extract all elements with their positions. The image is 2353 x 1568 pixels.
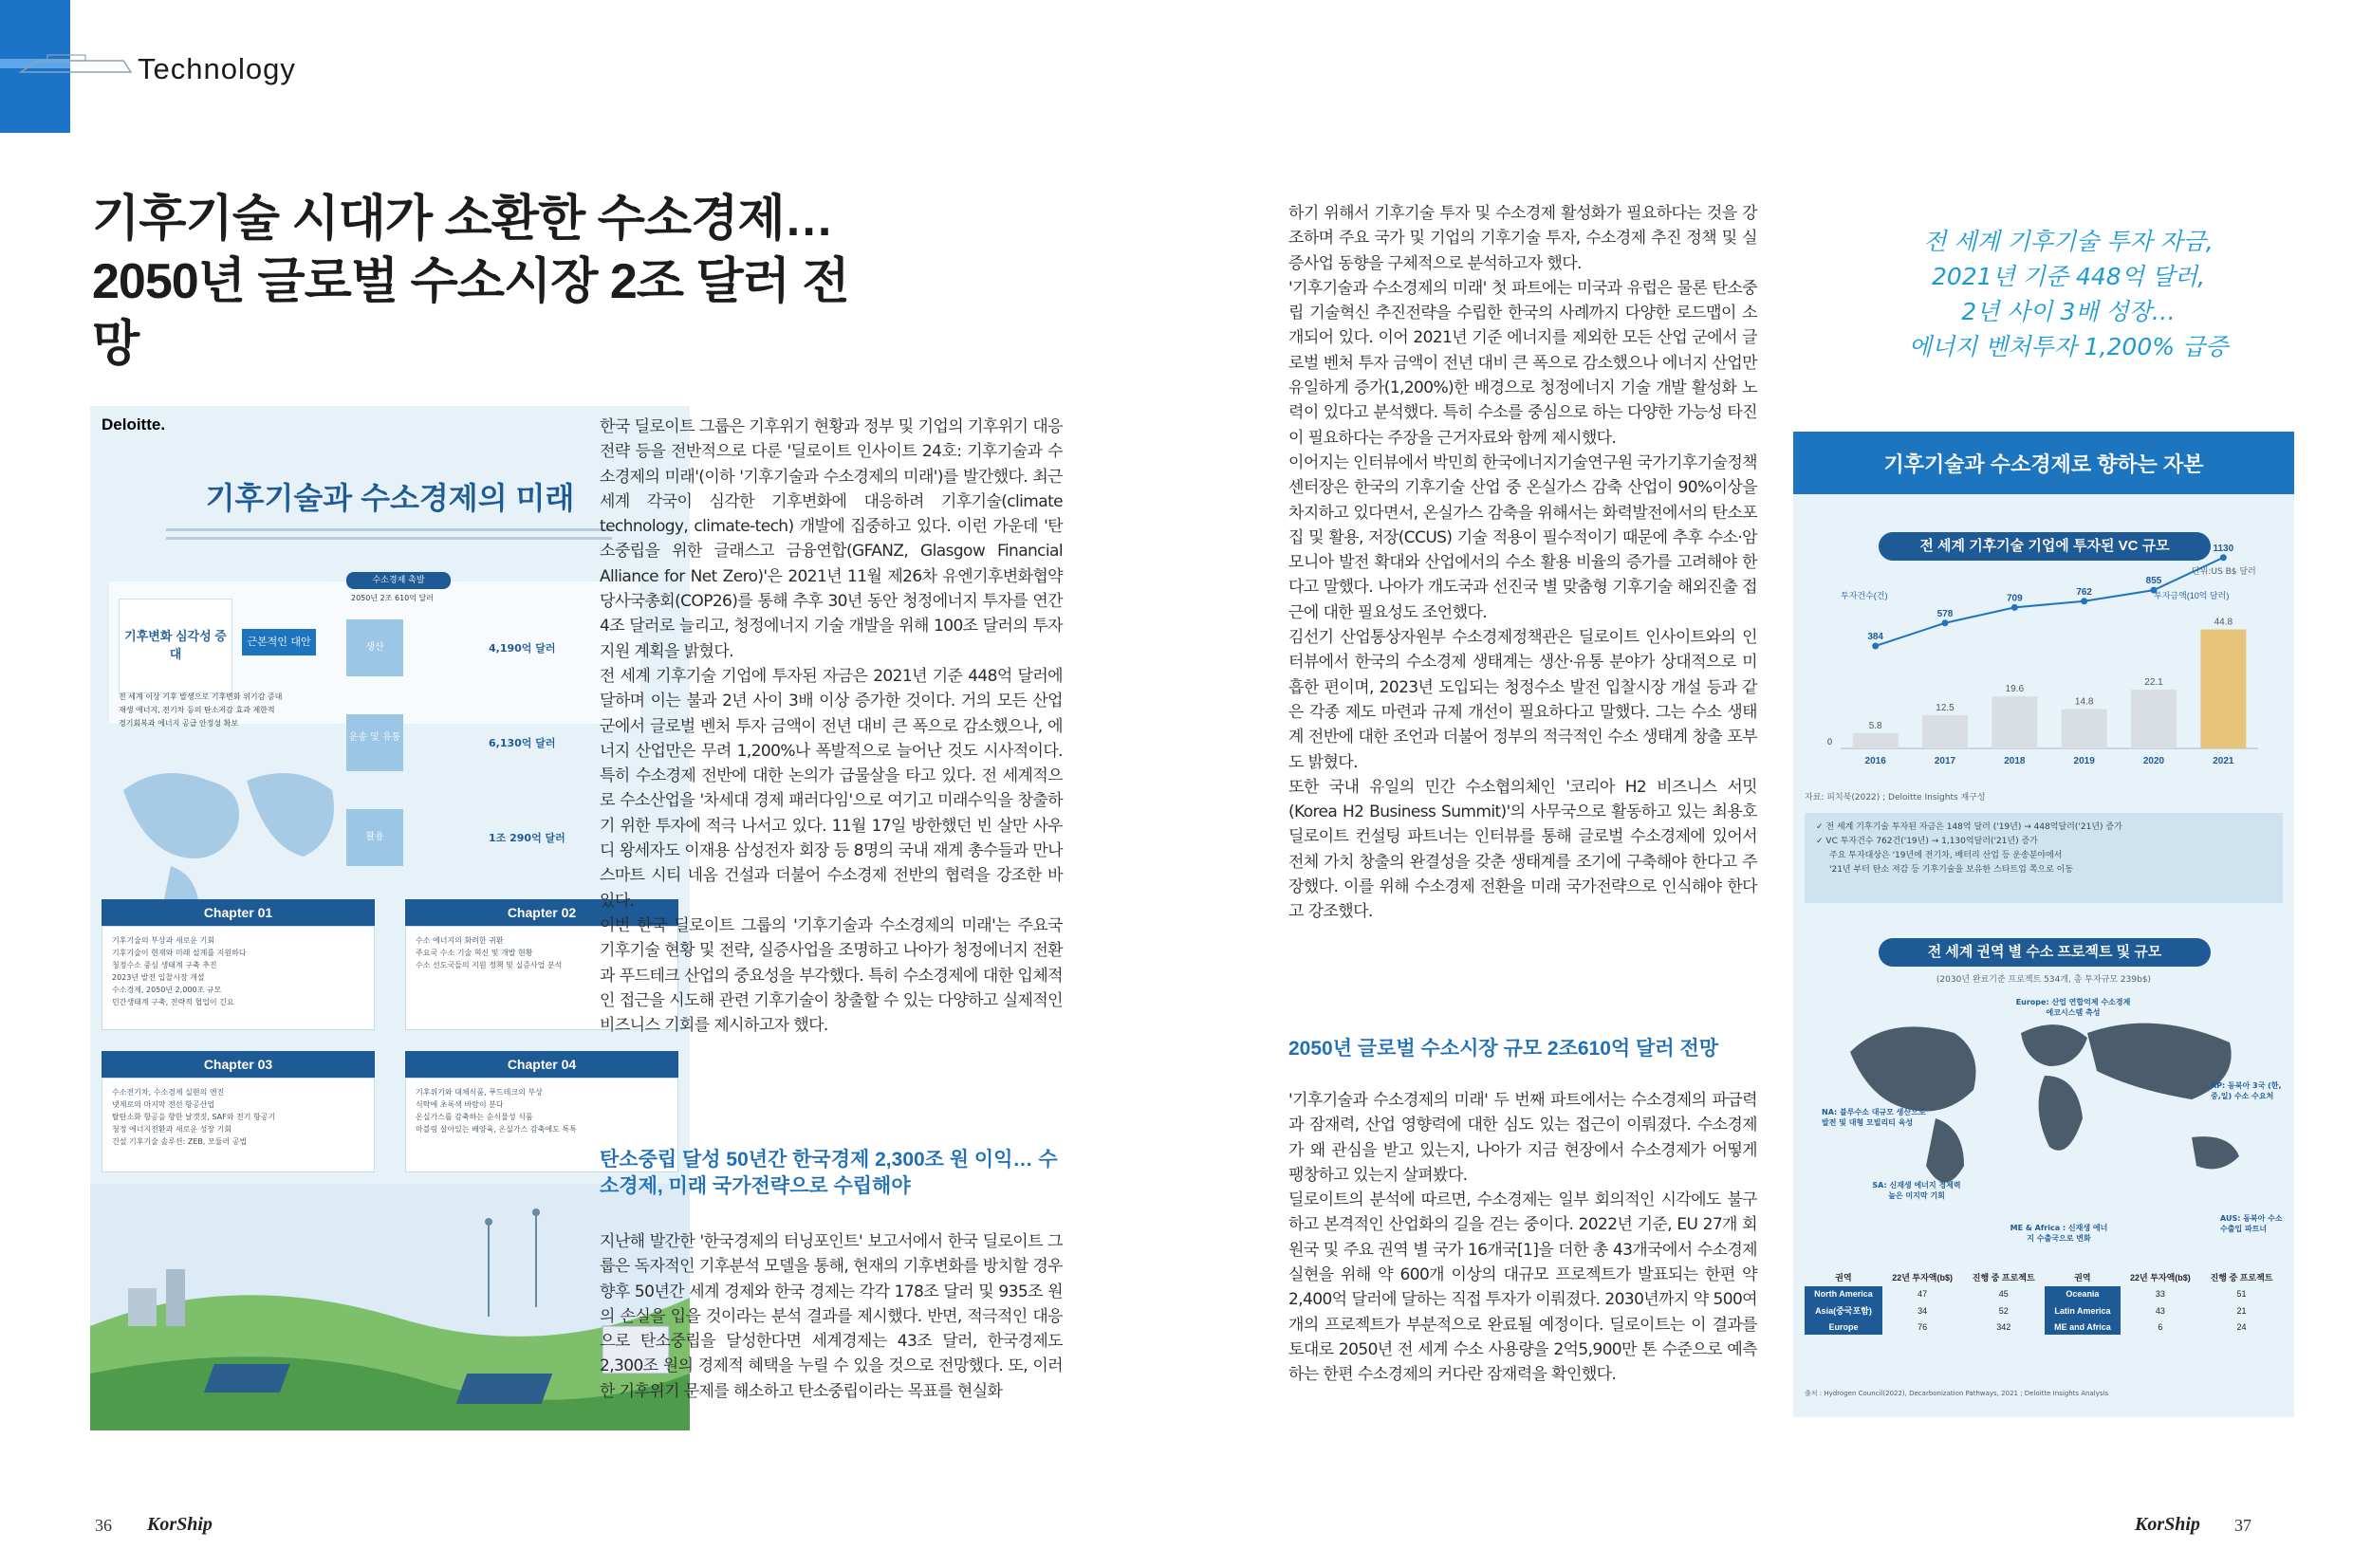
chapter-item: 마블링 살아있는 배양육, 온실가스 감축에도 톡톡 xyxy=(416,1125,577,1134)
brand-logo-right: KorShip xyxy=(2135,1514,2200,1535)
vc-chart-title: 전 세계 기후기술 기업에 투자된 VC 규모 xyxy=(1879,532,2211,561)
chapter-item: 기후기술의 부상과 새로운 기회 xyxy=(112,936,215,945)
ship-icon xyxy=(19,51,133,80)
cover-left-box: 기후변화 심각성 증대 xyxy=(119,599,232,693)
bar-value-label: 19.6 xyxy=(2005,684,2025,695)
table-row xyxy=(1805,1286,2283,1301)
map-source: 출처 : Hydrogen Council(2022), Decarbonization Pathways, 2021 ; Deloitte Insights Analysis xyxy=(1805,1390,2109,1397)
y-zero-label: 0 xyxy=(1827,737,1833,747)
table-cell: Asia(중국포함) xyxy=(1805,1301,1882,1319)
chapter-item: 수소경제, 2050년 2,000조 규모 xyxy=(112,986,222,994)
chapter-item: 청정수소 중심 생태계 구축 추진 xyxy=(112,961,217,969)
vc-note: ✓ VC 투자건수 762건('19년) → 1,130억달러('21년) 증가 xyxy=(1816,837,2038,846)
pull-quote-line: 에너지 벤처투자 1,200% 급증 xyxy=(1908,333,2229,360)
chart-bar xyxy=(2062,710,2107,748)
chapter-04-title: Chapter 04 xyxy=(405,1051,678,1078)
table-cell: 51 xyxy=(2236,1289,2247,1299)
chapter-item: 식탁에 초록색 바람이 분다 xyxy=(416,1100,504,1109)
section-label: Technology xyxy=(138,52,296,85)
pull-quote-line: 2년 사이 3배 성장… xyxy=(1961,298,2176,325)
region-me: ME & Africa : 신재생 에너지 수출국으로 변화 xyxy=(2010,1224,2108,1243)
chapter-01-title: Chapter 01 xyxy=(102,899,375,926)
cover-bullet: 전 세계 이상 기후 발생으로 기후변화 위기감 증대 xyxy=(119,692,283,701)
chart-bar xyxy=(1922,715,1968,748)
region-ap: AP: 동북아 3국 (한,중,일) 수소 수요처 xyxy=(2211,1081,2282,1100)
chart-point xyxy=(1872,643,1879,650)
table-header: 진행 중 프로젝트 xyxy=(2210,1273,2273,1282)
paragraph: 이어지는 인터뷰에서 박민희 한국에너지기술연구원 국가기후기술정책 센터장은 한국의 기후기술 산업 중 온실가스 감축 산업이 90%이상을 차지하고 있다면서, 온실가스 감축을 위해서는 화력발전에서의 탄소포집 및 활용, 저장(CCUS) 기술 적용이 필수적이기 때문에 추후 수소·암모니아 발전 확대와 산업에서의 수소 활용 비율의 증가를 고려해야 한다고 말했다. 나아가 개도국과 선진국 별 맞춤형 기후기술 해외진출 접근에 대한 필요성도 조언했다. xyxy=(1288,452,1757,622)
flow-step-3: 활용 xyxy=(346,809,403,866)
deloitte-logo: Deloitte. xyxy=(102,415,166,434)
point-value-label: 855 xyxy=(2145,576,2162,587)
bar-value-label: 12.5 xyxy=(1936,703,1955,713)
chapter-item: 2023년 발전 입찰시장 개설 xyxy=(112,973,205,982)
chapter-item: 청정 에너지전환과 새로운 성장 기회 xyxy=(112,1125,232,1134)
pull-quote-line: 2021년 기준 448억 달러, xyxy=(1931,263,2206,290)
table-cell: Europe xyxy=(1805,1319,1882,1335)
table-cell: 33 xyxy=(2155,1289,2165,1299)
region-europe: Europe: 산업 연합억제 수소경제 에코시스템 촉성 xyxy=(2015,998,2131,1017)
chapter-item: 수소 에너지의 화려한 귀환 xyxy=(416,936,504,945)
chapter-item: 주요국 수소 기술 혁신 및 개발 현황 xyxy=(416,949,533,957)
cover-bullet: 경기회복과 에너지 공급 안정성 확보 xyxy=(119,719,239,728)
table-header-row xyxy=(1805,1268,2283,1286)
table-header: 22년 투자액(b$) xyxy=(1892,1273,1954,1282)
table-header: 권역 xyxy=(2074,1273,2091,1282)
column-2-lower xyxy=(1288,1088,1757,1388)
table-cell: North America xyxy=(1805,1286,1882,1301)
vc-note: 주요 투자대상은 '19년에 전기차, 배터리 산업 등 운송분야에서 xyxy=(1829,851,2063,860)
paragraph: 전 세계 기후기술 기업에 투자된 자금은 2021년 기준 448억 달러에 달하며 이는 불과 2년 사이 3배 이상 증가한 것이다. 거의 모든 산업군에서 글로벌 벤처 투자 금액이 전년 대비 큰 폭으로 감소했으나, 에너지 산업만은 무려 1,200%나 폭발적으로 늘어난 것도 시사적이다. 특히 수소경제 전반에 대한 논의가 급물살을 타고 있다. 전 세계적으로 수소산업을 '차세대 경제 패러다임'으로 여기고 미래수익을 창출하기 위한 투자에 적극 나서고 있다. 11월 17일 방한했던 빈 살만 사우디 왕세자도 이재용 삼성전자 회장 등 8명의 국내 재계 총수들과 만나 스마트 시티 네옴 건설과 더불어 수소경제 전반의 협력을 강조한 바 있다. xyxy=(600,666,1063,911)
bar-value-label: 44.8 xyxy=(2214,617,2233,628)
table-row xyxy=(1805,1301,2283,1319)
table-cell: 342 xyxy=(1996,1322,2011,1332)
chapter-item: 탈탄소화 항공을 향한 날갯짓, SAF와 전기 항공기 xyxy=(112,1113,276,1121)
table-row xyxy=(1805,1319,2283,1335)
paragraph: 이번 한국 딜로이트 그룹의 '기후기술과 수소경제의 미래'는 주요국 기후기술 현황 및 전략, 실증사업을 조명하고 나아가 청정에너지 전환과 푸드테크 산업의 중요성을 부각했다. 특히 수소경제에 대한 입체적인 접근을 시도해 관련 기후기술이 창출할 수 있는 다양하고 실제적인 비즈니스 기회를 제시하고자 했다. xyxy=(600,915,1063,1036)
flow-step-1: 생산 xyxy=(346,619,403,676)
x-tick-label: 2018 xyxy=(2004,756,2026,766)
flow-step-2: 운송 및 유통 xyxy=(346,714,403,771)
flow-step-2-value: 6,130억 달러 xyxy=(489,737,556,749)
table-header: 진행 중 프로젝트 xyxy=(1972,1273,2035,1282)
cover-flow-steps xyxy=(346,619,631,895)
column-1 xyxy=(600,415,1063,1038)
table-cell: Latin America xyxy=(2045,1301,2121,1319)
chapter-item: 기후위기와 대체식품, 푸드테크의 부상 xyxy=(416,1088,543,1097)
chapter-item: 넷제로의 마지막 전선 항공산업 xyxy=(112,1100,215,1109)
chapter-item: 온실가스를 감축하는 순식물성 식품 xyxy=(416,1113,533,1121)
vc-source: 자료: 피치북(2022) ; Deloitte Insights 재구성 xyxy=(1805,793,1986,802)
x-tick-label: 2020 xyxy=(2142,756,2165,766)
chart-point xyxy=(2081,598,2087,604)
point-value-label: 384 xyxy=(1867,632,1884,642)
paragraph: 한국 딜로이트 그룹은 기후위기 현황과 정부 및 기업의 기후위기 대응 전략 등을 전반적으로 다룬 '딜로이트 인사이트 24호: 기후기술과 수소경제의 미래'(이하 '기후기술과 수소경제의 미래')를 발간했다. 최근 세계 각국이 심각한 기후변화에 대응하려 기후기술(climate technology, climate-tech) 개발에 집중하고 있다. 이런 가운데 '탄소중립을 위한 글래스고 금융연합(GFANZ, Glasgow Financial Alliance for Net Zero)'은 2021년 11월 제26차 유엔기후변화협약 당사국총회(COP26)를 통해 추후 30년 동안 청정에너지 투자를 연간 4조 달러로 늘리고, 청정에너지 기술 개발을 위해 100조 달러의 투자 지원 계획을 밝혔다. xyxy=(600,417,1063,661)
region-na: NA: 블루수소 대규모 생산으로 발전 및 대형 모빌리티 육성 xyxy=(1822,1108,1926,1127)
column-1-lower xyxy=(600,1229,1063,1404)
pull-quote xyxy=(1855,224,2282,364)
subhead-1: 탄소중립 달성 50년간 한국경제 2,300조 원 이익… 수소경제, 미래 국가전략으로 수립해야 xyxy=(600,1149,1058,1197)
chapter-02-title: Chapter 02 xyxy=(405,899,678,926)
map-title: 전 세계 권역 별 수소 프로젝트 및 규모 xyxy=(1879,938,2211,967)
vc-unit: 단위:US B$ 달러 xyxy=(2192,567,2256,577)
chapter-item: 건설 기후기술 솔루션: ZEB, 모듈러 공법 xyxy=(112,1137,248,1146)
infographic-title: 기후기술과 수소경제로 향하는 자본 xyxy=(1793,435,2294,494)
table-header: 권역 xyxy=(1835,1273,1852,1282)
chart-point xyxy=(1942,619,1949,626)
flow-step-3-value: 1조 290억 달러 xyxy=(489,832,565,844)
table-cell: 52 xyxy=(1998,1305,2009,1316)
bar-value-label: 5.8 xyxy=(1868,720,1882,731)
paragraph: 김선기 산업통상자원부 수소경제정책관은 딜로이트 인사이트와의 인터뷰에서 한국의 수소경제 생태계는 생산·유통 분야가 상대적으로 미흡한 편이며, 2023년 도입되는 청정수소 발전 입찰시장 개설 등과 같은 각종 제도 마련과 규제 개선이 필요하다고 말했다. 그는 수소 생태계 전반에 대한 조언과 더불어 정부의 적극적인 수소 생태계 창출 포부도 밝혔다. xyxy=(1288,628,1757,772)
bar-value-label: 14.8 xyxy=(2074,696,2094,708)
paragraph: '기후기술과 수소경제의 미래' 두 번째 파트에서는 수소경제의 파급력과 잠재력, 산업 영향력에 대한 심도 있는 접근이 이뤄졌다. 수소경제가 왜 관심을 받고 있는지, 나아가 지금 현장에서 수소경제가 어떻게 팽창하고 있는지 살펴봤다. xyxy=(1288,1091,1757,1185)
region-aus: AUS: 동북아 수소 수출입 파트너 xyxy=(2220,1214,2283,1233)
paragraph: 또한 국내 유일의 민간 수소협의체인 '코리아 H2 비즈니스 서밋(Korea H2 Business Summit)'의 사무국으로 활동하고 있는 최용호 딜로이트 컨설팅 파트너는 인터뷰를 통해 글로벌 수소경제에 있어서 전체 가치 창출의 완결성을 갖춘 생태계를 조기에 구축해야 한다고 주장했다. 이를 위해 수소경제 전환을 미래 국가전략으로 인식해야 한다고 강조했다. xyxy=(1288,777,1757,922)
chapter-item: 수소 선도국들의 지원 정책 및 실증사업 분석 xyxy=(416,961,563,969)
table-cell: 76 xyxy=(1918,1322,1928,1332)
page-number-left: 36 xyxy=(95,1516,112,1535)
vc-note: ✓ 전 세계 기후기술 투자된 자금은 148억 달러 ('19년) → 448억달러('21년) 증가 xyxy=(1816,822,2122,832)
project-table-grid xyxy=(1805,1268,2283,1335)
cover-flow-sub: 2050년 2조 610억 달러 xyxy=(351,594,434,602)
chapter-01-body xyxy=(102,926,375,1030)
cover-title: 기후기술과 수소경제의 미래 xyxy=(205,481,575,515)
subhead-2: 2050년 글로벌 수소시장 규모 2조610억 달러 전망 xyxy=(1288,1038,1719,1060)
column-2 xyxy=(1288,201,1757,925)
paragraph: 딜로이트의 분석에 따르면, 수소경제는 일부 회의적인 시각에도 불구하고 본격적인 산업화의 길을 걷는 중이다. 2022년 기준, EU 27개 회원국 및 주요 권역 별 국가 16개국[1]을 더한 총 43개국에서 수소경제 실현을 위해 약 600개 이상의 대규모 프로젝트가 발표되는 한편 약 2,400억 달러에 달하는 직접 투자가 이뤄졌다. 2030년까지 약 500여개의 프로젝트가 부분적으로 완료될 예정이다. 딜로이트는 이 결과를 토대로 2050년 전 세계 수소 사용량을 2억5,900만 톤 수준으로 예측하는 한편 수소경제의 커다란 잠재력을 확인했다. xyxy=(1288,1190,1757,1385)
vc-note: '21년 부터 탄소 저감 등 기후기술을 보유한 스타트업 쪽으로 이동 xyxy=(1829,865,2074,875)
table-cell: 47 xyxy=(1918,1289,1928,1299)
chapter-item: 민간생태계 구축, 전략적 협업이 긴요 xyxy=(112,998,234,1006)
legend-deals: 투자건수(건) xyxy=(1841,591,1888,600)
world-map-image xyxy=(1831,995,2268,1204)
table-cell: 6 xyxy=(2158,1322,2163,1332)
page-title xyxy=(92,188,851,376)
chapter-03-body xyxy=(102,1078,375,1172)
chapter-03-title: Chapter 03 xyxy=(102,1051,375,1078)
flow-step-1-value: 4,190억 달러 xyxy=(489,642,556,655)
paragraph: 지난해 발간한 '한국경제의 터닝포인트' 보고서에서 한국 딜로이트 그룹은 독자적인 기후분석 모델을 통해, 현재의 기후변화를 방치할 경우 향후 50년간 세계 경제와 한국 경제는 각각 178조 달러 및 935조 원의 손실을 입을 것이라는 분석 결과를 제시했다. 반면, 적극적인 대응으로 탄소중립을 달성한다면 세계경제는 43조 달러, 한국경제도 2,300조 원의 경제적 혜택을 누릴 수 있을 것으로 전망했다. 또, 이러한 기후위기 문제를 해소하고 탄소중립이라는 목표를 현실화 xyxy=(600,1232,1063,1401)
chart-bar xyxy=(1853,733,1899,748)
point-value-label: 709 xyxy=(2006,593,2023,604)
cover-intro-lines xyxy=(166,525,612,547)
table-cell: ME and Africa xyxy=(2045,1319,2121,1335)
series-line-deals xyxy=(1876,558,2224,646)
x-tick-label: 2016 xyxy=(1864,756,1886,766)
table-cell: 45 xyxy=(1998,1289,2009,1299)
point-value-label: 1130 xyxy=(2213,543,2234,554)
legend-amount: 투자금액(10억 달러) xyxy=(2154,591,2230,600)
x-tick-label: 2021 xyxy=(2213,756,2234,766)
point-value-label: 578 xyxy=(1936,608,1954,619)
bar-value-label: 22.1 xyxy=(2144,677,2163,689)
infographic-panel xyxy=(1793,432,2294,1417)
table-cell: 21 xyxy=(2236,1305,2247,1316)
map-subtitle: (2030년 완료기준 프로젝트 534개, 총 투자규모 239b$) xyxy=(1936,975,2152,985)
cover-bullets xyxy=(119,691,337,730)
table-header: 22년 투자액(b$) xyxy=(2130,1273,2191,1282)
chart-point xyxy=(2011,604,2018,611)
vc-notes xyxy=(1805,813,2283,903)
chapter-item: 수소전기차, 수소경제 실현의 엔진 xyxy=(112,1088,225,1097)
title-line-1: 기후기술 시대가 소환한 수소경제… xyxy=(92,192,833,247)
region-sa: SA: 신재생 에너지 경제력 높은 미지막 기회 xyxy=(1872,1181,1961,1200)
chapter-item: 기후기술이 현재와 미래 설계를 지원하다 xyxy=(112,949,247,957)
x-tick-label: 2017 xyxy=(1934,756,1956,766)
pull-quote-line: 전 세계 기후기술 투자 자금, xyxy=(1923,228,2214,255)
title-line-2: 2050년 글로벌 수소시장 2조 달러 전망 xyxy=(92,254,849,372)
chart-point xyxy=(2220,554,2227,561)
chart-bar xyxy=(1992,696,2037,748)
point-value-label: 762 xyxy=(2076,586,2093,598)
page-number-right: 37 xyxy=(2234,1516,2251,1535)
table-cell: 43 xyxy=(2155,1305,2165,1316)
paragraph: '기후기술과 수소경제의 미래' 첫 파트에는 미국과 유럽은 물론 탄소중립 기술혁신 추진전략을 수립한 한국의 사례까지 다양한 로드맵이 소개되어 있다. 이어 2021년 기준 에너지를 제외한 모든 산업 군에서 글로벌 벤처 투자 금액이 전년 대비 큰 폭으로 감소했으나 에너지 산업만 유일하게 증가(1,200%)한 배경으로 청정에너지 기술 개발 활성화 노력이 있다고 분석했다. 특히 수소를 중심으로 하는 다양한 가능성 타진이 필요하다는 주장을 근거자료와 함께 제시했다. xyxy=(1288,278,1757,448)
cover-bullet: 재생 에너지, 전기차 등의 탄소저감 효과 제한적 xyxy=(119,706,275,714)
cover-flow-title: 수소경제 촉발 xyxy=(346,572,451,589)
chart-bar xyxy=(2200,630,2246,748)
chart-bar xyxy=(2131,690,2177,748)
project-table xyxy=(1805,1268,2283,1335)
table-cell: 34 xyxy=(1918,1305,1928,1316)
brand-logo-left: KorShip xyxy=(147,1514,213,1535)
cover-arrow-label: 근본적인 대안 xyxy=(242,629,316,655)
x-tick-label: 2019 xyxy=(2073,756,2095,766)
table-cell: Oceania xyxy=(2045,1286,2121,1301)
paragraph: 하기 위해서 기후기술 투자 및 수소경제 활성화가 필요하다는 것을 강조하며 주요 국가 및 기업의 기후기술 투자, 수소경제 추진 정책 및 실증사업 동향을 구체적으로 분석하고자 했다. xyxy=(1288,204,1757,273)
table-cell: 24 xyxy=(2236,1322,2247,1332)
